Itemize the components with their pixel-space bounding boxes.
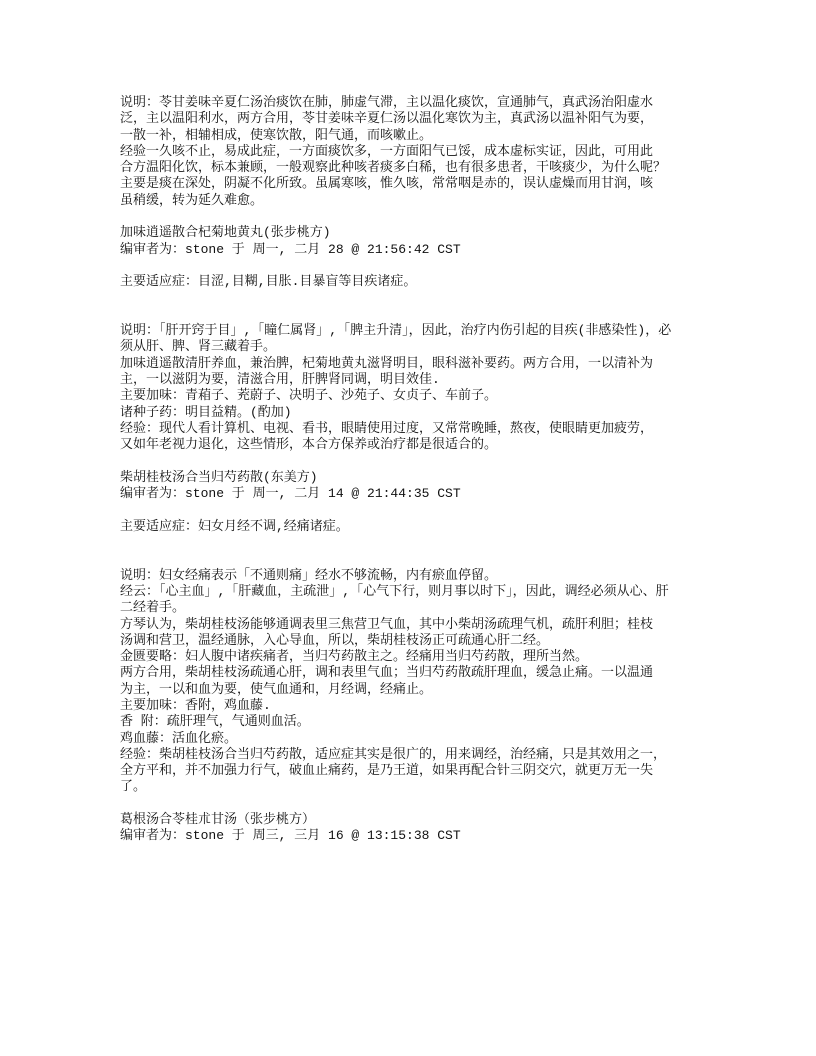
article-meta: 编审者为：stone 于 周三, 三月 16 @ 13:15:38 CST bbox=[120, 828, 461, 844]
article-title: 柴胡桂枝汤合当归芍药散(东美方) bbox=[120, 469, 318, 485]
blank-line bbox=[120, 502, 710, 518]
article-title: 加味逍遥散合杞菊地黄丸(张步桃方) bbox=[120, 225, 331, 241]
document-body bbox=[120, 95, 710, 845]
blank-line bbox=[120, 258, 710, 274]
body-line: 二经着手。 bbox=[120, 600, 186, 616]
blank-line bbox=[120, 291, 710, 307]
indication-text: 主要适应症：妇女月经不调,经痛诸症。 bbox=[120, 518, 349, 534]
body-line: 说明：「肝开窍于目」,「瞳仁属肾」,「脾主升清」，因此，治疗内伤引起的目疾(非感染性)，必 bbox=[120, 323, 672, 339]
blank-line bbox=[120, 535, 710, 551]
body-line: 香 附：疏肝理气，气通则血活。 bbox=[120, 714, 310, 730]
blank-line bbox=[120, 796, 710, 812]
body-line: 又如年老视力退化，这些情形，本合方保养或治疗都是很适合的。 bbox=[120, 437, 498, 453]
body-line: 主要加味：香附，鸡血藤. bbox=[120, 697, 271, 713]
body-line: 说明：妇女经痛表示「不通则痛」经水不够流畅，内有瘀血停留。 bbox=[120, 567, 498, 583]
body-line: 主要加味：青葙子、茺蔚子、决明子、沙苑子、女贞子、车前子。 bbox=[120, 388, 498, 404]
body-line: 鸡血藤：活血化瘀。 bbox=[120, 730, 238, 746]
body-line: 汤调和营卫，温经通脉，入心导血，所以，柴胡桂枝汤正可疏通心肝二经。 bbox=[120, 632, 550, 648]
blank-line bbox=[120, 551, 710, 567]
body-line: 了。 bbox=[120, 779, 147, 795]
article-meta: 编审者为：stone 于 周一, 二月 28 @ 21:56:42 CST bbox=[120, 241, 461, 257]
blank-line bbox=[120, 209, 710, 225]
body-line: 虽稍缓，转为延久难愈。 bbox=[120, 192, 264, 208]
body-line: 说明：苓甘姜味辛夏仁汤治痰饮在肺，肺虚气滞，主以温化痰饮，宣通肺气，真武汤治阳虚水 bbox=[120, 95, 654, 110]
body-line: 方琴认为，柴胡桂枝汤能够通调表里三焦营卫气血，其中小柴胡汤疏理气机，疏肝利胆；桂枝 bbox=[120, 616, 654, 632]
body-line: 合方温阳化饮，标本兼顾，一般观察此种咳者痰多白稀，也有很多患者，干咳痰少，为什么呢？ bbox=[120, 160, 667, 176]
body-line: 两方合用，柴胡桂枝汤疏通心肝，调和表里气血；当归芍药散疏肝理血，缓急止痛。一以温通 bbox=[120, 665, 654, 681]
article-meta: 编审者为：stone 于 周一, 二月 14 @ 21:44:35 CST bbox=[120, 486, 461, 502]
body-line: 一散一补，相辅相成，使寒饮散，阳气通，而咳嗽止。 bbox=[120, 127, 433, 143]
body-line: 泛，主以温阳利水，两方合用，苓甘姜味辛夏仁汤以温化寒饮为主，真武汤以温补阳气为要， bbox=[120, 111, 654, 127]
body-line: 加味逍遥散清肝养血，兼治脾，杞菊地黄丸滋肾明目，眼科滋补要药。两方合用，一以清补为 bbox=[120, 355, 654, 371]
body-line: 诸种子药：明目益精。(酌加) bbox=[120, 404, 292, 420]
blank-line bbox=[120, 454, 710, 470]
article-title: 葛根汤合苓桂朮甘汤（张步桃方） bbox=[120, 812, 316, 828]
body-line: 经验：现代人看计算机、电视、看书，眼睛使用过度，又常常晚睡，熬夜，使眼睛更加疲劳， bbox=[120, 420, 654, 436]
body-line: 主，一以滋阴为要，清滋合用，肝脾肾同调，明目效佳. bbox=[120, 372, 440, 388]
body-line: 金匮要略：妇人腹中诸疾痛者，当归芍药散主之。经痛用当归芍药散，理所当然。 bbox=[120, 649, 589, 665]
blank-line bbox=[120, 307, 710, 323]
body-line: 须从肝、脾、肾三藏着手。 bbox=[120, 339, 277, 355]
body-line: 经验：柴胡桂枝汤合当归芍药散，适应症其实是很广的，用来调经，治经痛，只是其效用之一， bbox=[120, 746, 667, 762]
indication-text: 主要适应症：目涩,目糊,目胀.目暴盲等目疾诸症。 bbox=[120, 274, 417, 290]
body-line: 经验一久咳不止，易成此症，一方面痰饮多，一方面阳气已馁，成本虚标实证，因此，可用此 bbox=[120, 143, 654, 159]
body-line: 为主，一以和血为要，使气血通和，月经调，经痛止。 bbox=[120, 681, 433, 697]
body-line: 经云：「心主血」,「肝藏血，主疏泄」,「心气下行，则月事以时下」，因此，调经必须从心、肝 bbox=[120, 583, 669, 599]
body-line: 全方平和，并不加强力行气，破血止痛药，是乃王道，如果再配合针三阴交穴，就更万无一失 bbox=[120, 763, 654, 779]
body-line: 主要是痰在深处，阴凝不化所致。虽属寒咳，惟久咳，常常咽是赤的，误认虚燥而用甘润，咳 bbox=[120, 176, 654, 192]
